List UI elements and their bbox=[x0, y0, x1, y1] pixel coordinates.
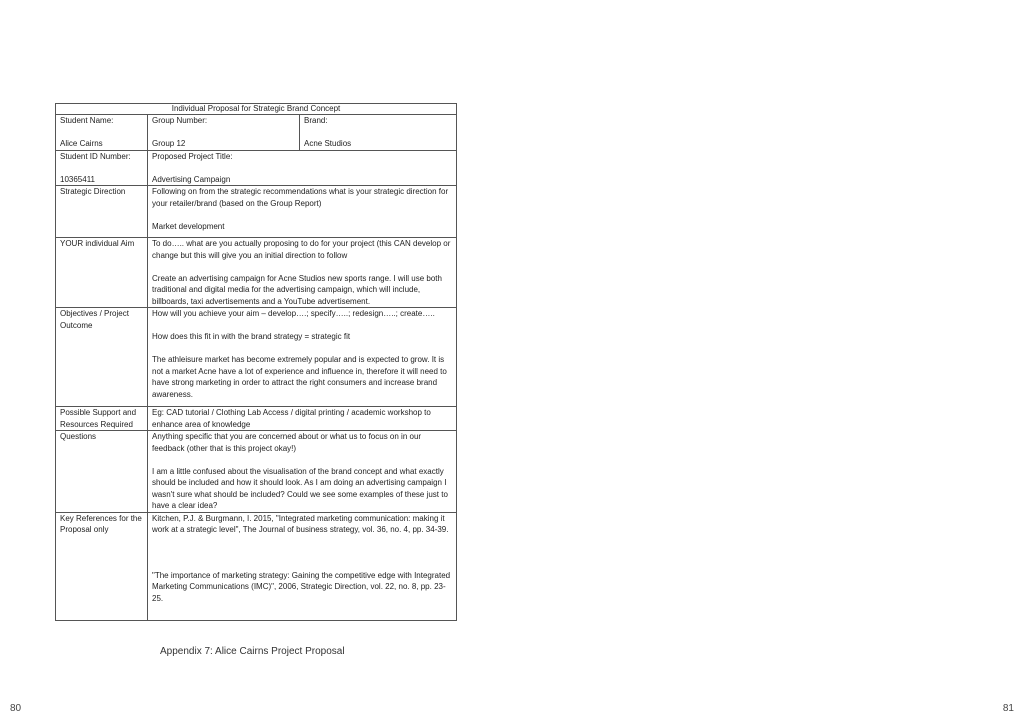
reference-1: Kitchen, P.J. & Burgmann, I. 2015, "Integrated marketing communication: making it work at a strategic level", The Journal of business strategy, vol. 36, no. 4, pp. 34-39. bbox=[152, 513, 449, 534]
reference-2: "The importance of marketing strategy: Gaining the competitive edge with Integrated Marketing Communications (IMC)", 2006, Strategic Direction, vol. 22, no. 8, pp. 23-25. bbox=[152, 570, 451, 603]
individual-aim-answer: Create an advertising campaign for Acne Studios new sports range. I will use both traditional and digital media for the advertising campaign, which will include, billboards, taxi advertisements and a YouTube advertisement. bbox=[152, 273, 442, 306]
objectives-answer: The athleisure market has become extremely popular and is expected to grow. It is not a market Acne have a lot of experience and influence in, therefore it will need to have strong marketing in order to attract the right consumers and increase brand awareness. bbox=[152, 355, 447, 399]
page-number-right: 81 bbox=[1002, 703, 1014, 714]
objectives-label: Objectives / Project Outcome bbox=[56, 308, 148, 407]
group-number-cell bbox=[148, 115, 300, 151]
questions-answer: I am a little confused about the visualisation of the brand concept and what exactly should be included and how it should look. As I am doing an advertising campaign I wasn't sure what should be included? Could we see some examples of these just to have a clear idea? bbox=[152, 466, 448, 510]
references-cell bbox=[148, 512, 457, 621]
student-id-cell bbox=[56, 150, 148, 186]
group-number-label: Group Number: bbox=[152, 116, 208, 125]
table-title: Individual Proposal for Strategic Brand Concept bbox=[56, 104, 457, 115]
strategic-direction-prompt: Following on from the strategic recommendations what is your strategic direction for your retailer/brand (based on the Group Report) bbox=[152, 187, 449, 208]
references-label: Key References for the Proposal only bbox=[56, 512, 148, 621]
proposal-table bbox=[55, 103, 457, 621]
questions-cell bbox=[148, 431, 457, 513]
project-title-value: Advertising Campaign bbox=[152, 174, 231, 184]
page-number-left: 80 bbox=[10, 703, 22, 714]
project-title-cell bbox=[148, 150, 457, 186]
student-name-value: Alice Cairns bbox=[60, 139, 103, 148]
questions-label: Questions bbox=[56, 431, 148, 513]
individual-aim-label: YOUR individual Aim bbox=[56, 238, 148, 308]
individual-aim-prompt: To do….. what are you actually proposing to do for your project (this CAN develop or change but this will give you an initial direction to follow bbox=[152, 239, 451, 260]
objectives-prompt-strategic-fit: How does this fit in with the brand strategy = strategic fit bbox=[152, 332, 351, 341]
support-label: Possible Support and Resources Required bbox=[56, 407, 148, 431]
brand-label: Brand: bbox=[304, 116, 328, 125]
student-name-cell bbox=[56, 115, 148, 151]
strategic-direction-label: Strategic Direction bbox=[56, 186, 148, 238]
student-id-label: Student ID Number: bbox=[60, 151, 131, 161]
group-number-value: Group 12 bbox=[152, 139, 186, 148]
strategic-direction-cell bbox=[148, 186, 457, 238]
support-prompt: Eg: CAD tutorial / Clothing Lab Access / digital printing / academic workshop to enhance area of knowledge bbox=[148, 407, 457, 431]
brand-cell bbox=[300, 115, 457, 151]
student-name-label: Student Name: bbox=[60, 116, 114, 125]
student-id-value: 10365411 bbox=[60, 174, 95, 184]
brand-value: Acne Studios bbox=[304, 139, 352, 148]
objectives-prompt: How will you achieve your aim – develop….; specify…..; redesign…..; create….. bbox=[152, 309, 435, 318]
project-title-label: Proposed Project Title: bbox=[152, 151, 233, 161]
individual-aim-cell bbox=[148, 238, 457, 308]
questions-prompt: Anything specific that you are concerned about or what us to focus on in our feedback (other that is this project okay!) bbox=[152, 432, 422, 453]
strategic-direction-answer: Market development bbox=[152, 221, 225, 231]
appendix-caption: Appendix 7: Alice Cairns Project Proposal bbox=[160, 646, 345, 657]
objectives-cell bbox=[148, 308, 457, 407]
